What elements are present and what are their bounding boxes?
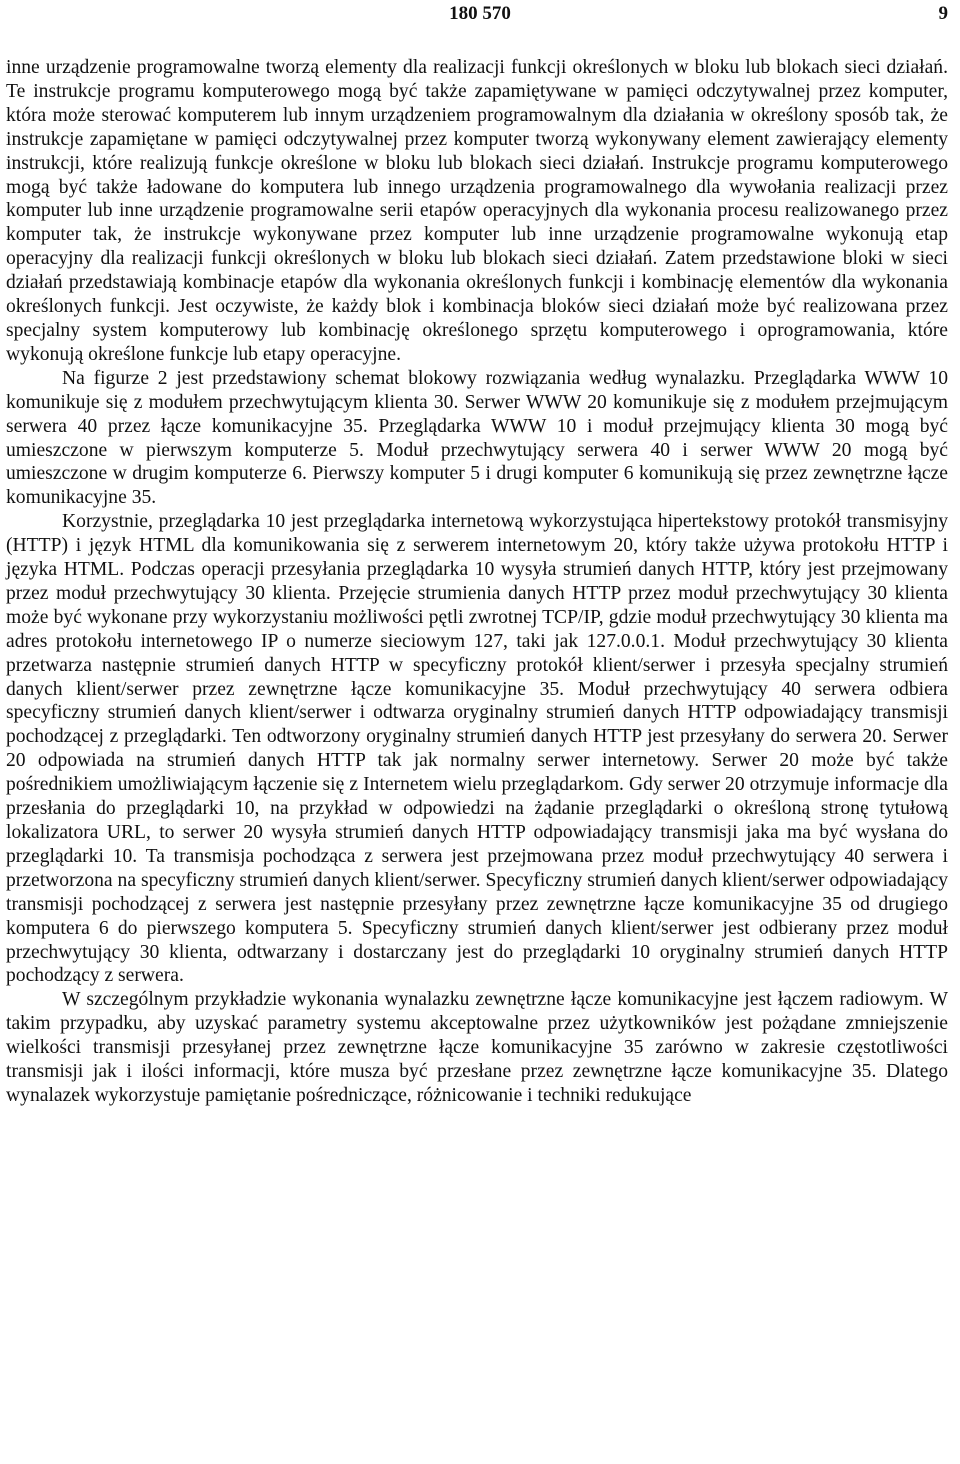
page-header bbox=[0, 3, 960, 29]
paragraph-radio-link: W szczególnym przykładzie wykonania wynalazku zewnętrzne łącze komunikacyjne jest łączem radiowym. W takim przypadku, aby uzyskać parametry systemu akceptowalne przez użytkowników jest pożądane zmniejszenie wielkości transmisji przesyłanej przez zewnętrzne łącze komunikacyjne 35 zarówno w zakresie częstotliwości transmisji jak i ilości informacji, które musza być przesłane przez zewnętrzne łącze komunikacyjne 35. Dlatego wynalazek wykorzystuje pamiętanie pośredniczące, różnicowanie i techniki redukujące bbox=[6, 989, 948, 1106]
paragraph-figure-2: Na figurze 2 jest przedstawiony schemat blokowy rozwiązania według wynalazku. Przeglądarka WWW 10 komunikuje się z modułem przechwytującym klienta 30. Serwer WWW 20 komunikuje się z modułem przejmującym serwera 40 przez łącze komunikacyjne 35. Przeglądarka WWW 10 i moduł przejmujący klienta 30 mogą być umieszczone w pierwszym komputerze 5. Moduł przechwytujący serwera 40 i serwer WWW 20 mogą być umieszczone w drugim komputerze 6. Pierwszy komputer 5 i drugi komputer 6 komunikują się przez zewnętrzne łącze komunikacyjne 35. bbox=[6, 367, 948, 509]
paragraph-continuation: inne urządzenie programowalne tworzą elementy dla realizacji funkcji określonych w bloku lub blokach sieci działań. Te instrukcje programu komputerowego mogą być także zapamiętywane w pamięci odczytywalnej przez komputer, która może sterować komputerem lub innym urządzeniem programowalnym dla działania w określony sposób tak, że instrukcje zapamiętane w pamięci odczytywalnej przez komputer tworzą wykonywany element zawierający elementy instrukcji, które realizują funkcje określone w bloku lub blokach sieci działań. Instrukcje programu komputerowego mogą być także ładowane do komputera lub innego urządzenia programowalnego dla wywołania realizacji przez komputer lub inne urządzenie programowalne serii etapów operacyjnych dla wykonania procesu realizowanego przez komputer tak, że instrukcje wykonywane przez komputer lub inne urządzenie programowalne wykonują etap operacyjny dla realizacji funkcji określonych w bloku lub blokach sieci działań. Zatem przedstawione bloki w sieci działań przedstawiają kombinacje etapów dla wykonania określonych funkcji i kombinację elementów dla wykonania określonych funkcji. Jest oczywiste, że każdy blok i kombinacja bloków sieci działań może być realizowana przez specjalny system komputerowy lub kombinację określonego sprzętu komputerowego i oprogramowania, które wykonują określone funkcje lub etapy operacyjne. bbox=[6, 57, 948, 365]
document-number: 180 570 bbox=[449, 3, 511, 24]
body-text bbox=[6, 56, 948, 1108]
page-number: 9 bbox=[938, 3, 948, 24]
paragraph-http-interception: Korzystnie, przeglądarka 10 jest przeglądarka internetową wykorzystująca hipertekstowy protokół transmisyjny (HTTP) i język HTML dla komunikowania się z serwerem internetowym 20, który także używa protokołu HTTP i języka HTML. Podczas operacji przesyłania przeglądarka 10 wysyła strumień danych HTTP, który jest przejmowany przez moduł przechwytujący 30 klienta. Przejęcie strumienia danych HTTP przez moduł przechwytujący 30 klienta może być wykonane przy wykorzystaniu możliwości pętli zwrotnej TCP/IP, gdzie moduł przechwytujący 30 klienta ma adres protokołu internetowego IP o numerze sieciowym 127, taki jak 127.0.0.1. Moduł przechwytujący 30 klienta przetwarza następnie strumień danych HTTP w specyficzny protokół klient/serwer i przesyła specjalny strumień danych klient/serwer przez zewnętrzne łącze komunikacyjne 35. Moduł przechwytujący 40 serwera odbiera specyficzny strumień danych klient/serwer i odtwarza oryginalny strumień danych HTTP odpowiadający transmisji pochodzącej z przeglądarki. Ten odtworzony oryginalny strumień danych HTTP jest przesyłany do serwera 20. Serwer 20 odpowiada na strumień danych HTTP tak jak normalny serwer internetowy. Serwer 20 może być także pośrednikiem umożliwiającym łączenie się z Internetem wielu przeglądarkom. Gdy serwer 20 otrzymuje informacje dla przesłania do przeglądarki 10, na przykład w odpowiedzi na żądanie przeglądarki o określoną stronę tytułową lokalizatora URL, to serwer 20 wysyła strumień danych HTTP odpowiadający transmisji jaka ma być wysłana do przeglądarki 10. Ta transmisja pochodząca z serwera jest przejmowana przez moduł przechwytujący 40 serwera i przetworzona na specyficzny strumień danych klient/serwer. Specyficzny strumień danych klient/serwer odpowiadający transmisji pochodzącej z serwera jest następnie przesyłany przez zewnętrzne łącze komunikacyjne 35 od drugiego komputera 6 do pierwszego komputera 5. Specyficzny strumień danych klient/serwer jest odbierany przez moduł przechwytujący 30 klienta, odtwarzany i dostarczany jest do przeglądarki 10 oryginalny strumień danych HTTP pochodzący z serwera. bbox=[6, 511, 948, 987]
